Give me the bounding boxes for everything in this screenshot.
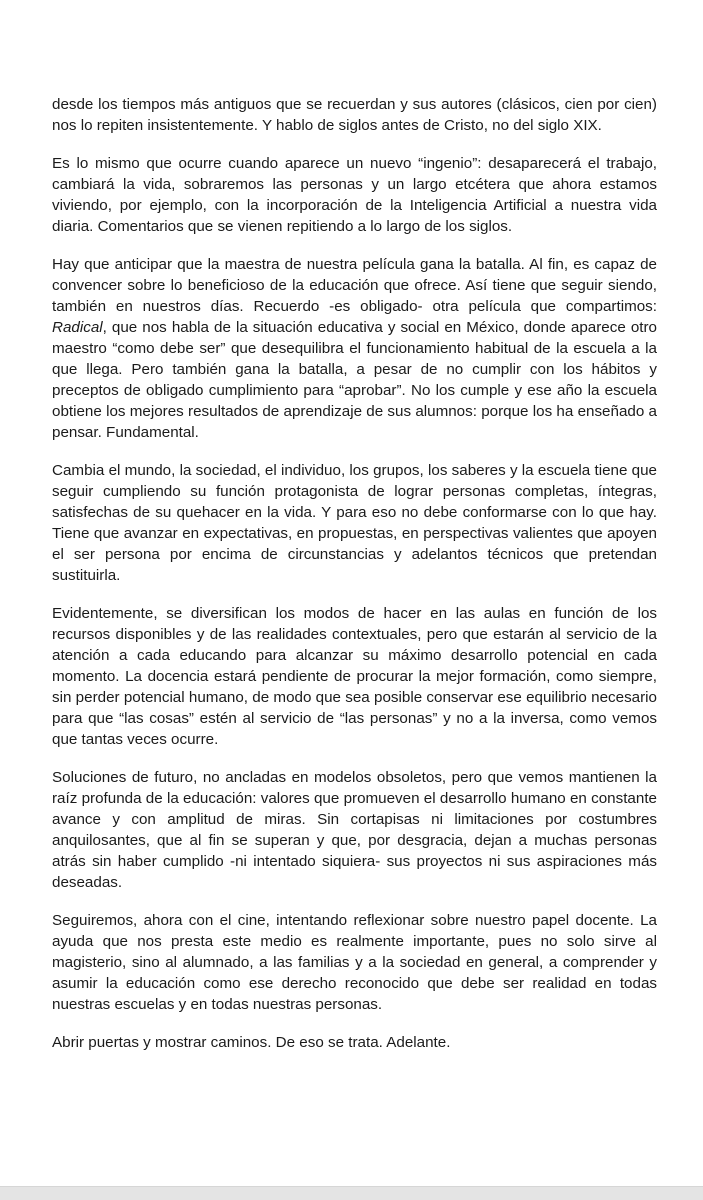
paragraph-1 xyxy=(52,94,657,136)
paragraph-text: Soluciones de futuro, no ancladas en modelos obsoletos, pero que vemos mantienen la raíz profunda de la educación: valores que promueven el desarrollo humano en constante avance y con amplitud de miras. Sin cortapisas ni limitaciones por costumbres anquilosantes, que al fin se superan y que, por desgracia, dejan a muchas personas atrás sin haber cumplido -ni intentado siquiera- sus proyectos ni sus aspiraciones más deseadas. xyxy=(52,769,657,891)
page-bottom-edge xyxy=(0,1186,703,1200)
paragraph-7 xyxy=(52,910,657,1015)
paragraph-2 xyxy=(52,153,657,237)
paragraph-text: Seguiremos, ahora con el cine, intentando reflexionar sobre nuestro papel docente. La ayuda que nos presta este medio es realmente importante, pues no solo sirve al magisterio, sino al alumnado, a las familias y a la sociedad en general, a comprender y asumir la educación como ese derecho reconocido que debe ser realidad en todas nuestras escuelas y en todas nuestras personas. xyxy=(52,912,657,1013)
film-title-radical: Radical xyxy=(52,319,103,336)
paragraph-3 xyxy=(52,254,657,443)
paragraph-text: Abrir puertas y mostrar caminos. De eso se trata. Adelante. xyxy=(52,1034,451,1051)
paragraph-4 xyxy=(52,460,657,586)
paragraph-text: Es lo mismo que ocurre cuando aparece un nuevo “ingenio”: desaparecerá el trabajo, cambiará la vida, sobraremos las personas y un largo etcétera que ahora estamos viviendo, por ejemplo, con la incorporación de la Inteligencia Artificial a nuestra vida diaria. Comentarios que se vienen repitiendo a lo largo de los siglos. xyxy=(52,155,657,235)
paragraph-5 xyxy=(52,603,657,750)
paragraph-8 xyxy=(52,1032,657,1053)
paragraph-text: , que nos habla de la situación educativa y social en México, donde aparece otro maestro “como debe ser” que desequilibra el funcionamiento habitual de la escuela a la que llega. Pero también gana la batalla, a pesar de no cumplir con los hábitos y preceptos de obligado cumplimiento para “aprobar”. No los cumple y ese año la escuela obtiene los mejores resultados de aprendizaje de sus alumnos: porque los ha enseñado a pensar. Fundamental. xyxy=(52,319,657,441)
paragraph-text: desde los tiempos más antiguos que se recuerdan y sus autores (clásicos, cien por cien) nos lo repiten insistentemente. Y hablo de siglos antes de Cristo, no del siglo XIX. xyxy=(52,96,657,134)
paragraph-text: Hay que anticipar que la maestra de nuestra película gana la batalla. Al fin, es capaz de convencer sobre lo beneficioso de la educación que ofrece. Así tiene que seguir siendo, también en nuestros días. Recuerdo -es obligado- otra película que compartimos: xyxy=(52,256,657,315)
paragraph-text: Evidentemente, se diversifican los modos de hacer en las aulas en función de los recursos disponibles y de las realidades contextuales, pero que estarán al servicio de la atención a cada educando para alcanzar su máximo desarrollo potencial en cada momento. La docencia estará pendiente de procurar la mejor formación, como siempre, sin perder potencial humano, de modo que sea posible conservar ese equilibrio necesario para que “las cosas” estén al servicio de “las personas” y no a la inversa, como vemos que tantas veces ocurre. xyxy=(52,605,657,748)
paragraph-text: Cambia el mundo, la sociedad, el individuo, los grupos, los saberes y la escuela tiene que seguir cumpliendo su función protagonista de lograr personas completas, íntegras, satisfechas de su quehacer en la vida. Y para eso no debe conformarse con lo que hay. Tiene que avanzar en expectativas, en propuestas, en perspectivas valientes que apoyen el ser persona por encima de circunstancias y adelantos técnicos que pretendan sustituirla. xyxy=(52,462,657,584)
paragraph-6 xyxy=(52,767,657,893)
